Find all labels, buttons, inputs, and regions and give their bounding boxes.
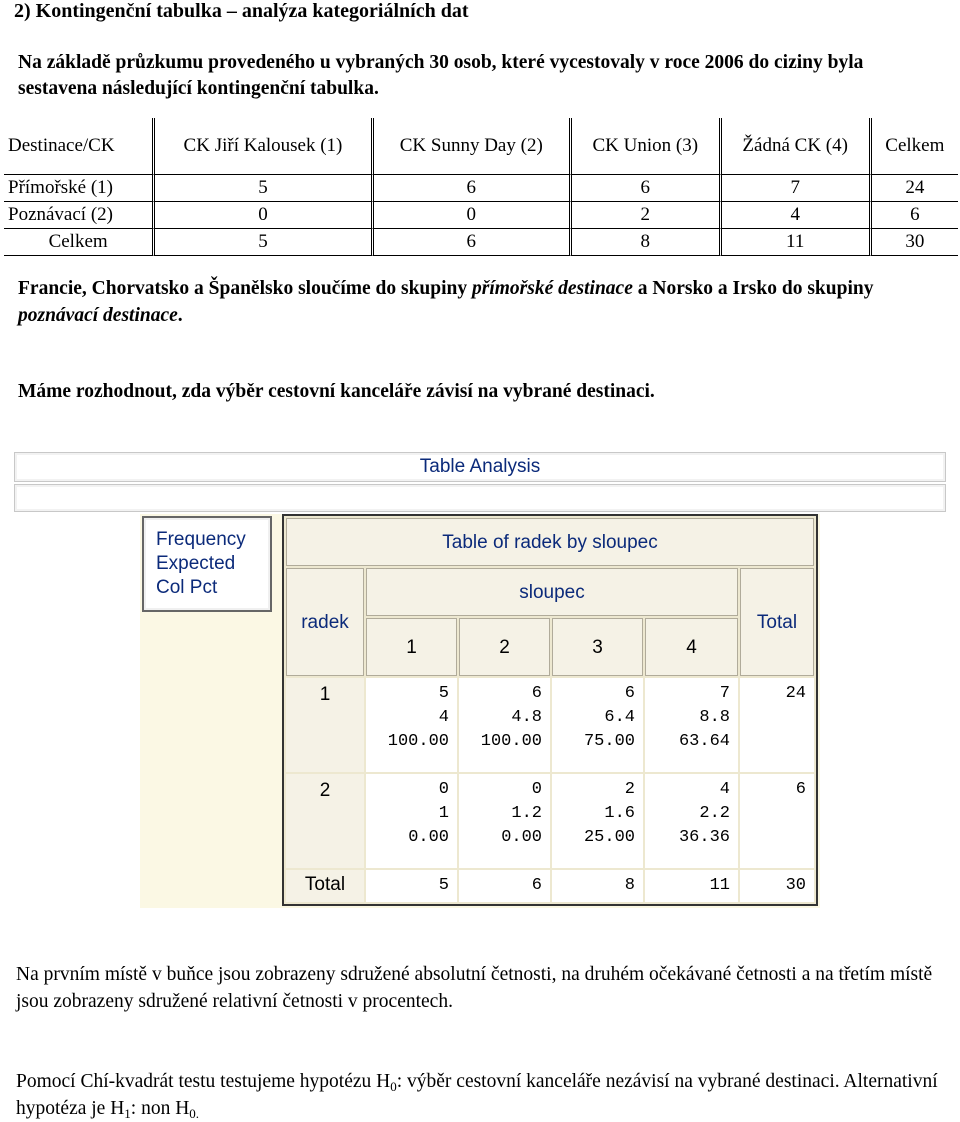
table-cell: 6 [374,229,572,256]
table-cell: 2 [572,202,722,229]
frequency-value: 0 [438,780,449,799]
crosstab-cell [552,678,643,772]
crosstab-cell [459,774,550,868]
subscript: 1 [124,1106,131,1121]
expected-value: 4 [438,708,449,727]
table-cell: 30 [872,229,958,256]
row-label: Poznávací (2) [4,202,155,229]
column-label: 3 [552,618,643,676]
row-total-cell [740,678,814,772]
col-pct-value: 36.36 [678,828,730,847]
column-variable-label: sloupec [366,568,738,616]
intro-paragraph: Na základě průzkumu provedeného u vybraných 30 osob, které vycestovaly v roce 2006 do ciziny byla sestavena následující kontingenční tabulka. [18,52,864,99]
merge-term: přímořské destinace [472,278,633,299]
column-total-cell: 11 [645,870,738,902]
hypothesis-paragraph [16,1068,946,1122]
crosstab-cell [459,678,550,772]
legend-item: Expected [156,553,236,574]
table-row [4,175,958,202]
col-pct-value: 63.64 [678,732,730,751]
table-cell: 5 [155,175,373,202]
header-cell: Žádná CK (4) [722,118,872,175]
frequency-value: 0 [531,780,542,799]
row-total-value: 6 [795,780,806,799]
crosstab-cell [366,678,457,772]
table-cell: 24 [872,175,958,202]
table-cell: 6 [872,202,958,229]
column-total-cell: 6 [459,870,550,902]
crosstab-title: Table of radek by sloupec [286,518,814,566]
col-pct-value: 25.00 [583,828,635,847]
expected-value: 8.8 [699,708,730,727]
header-cell: CK Sunny Day (2) [374,118,572,175]
table-cell: 8 [572,229,722,256]
column-total-cell: 8 [552,870,643,902]
subscript: 0. [189,1106,200,1121]
table-cell: 0 [155,202,373,229]
frequency-value: 6 [531,684,542,703]
section-heading: 2) Kontingenční tabulka – analýza kategoriálních dat [14,0,469,22]
expected-value: 1.2 [511,804,542,823]
table-analysis-title-box [14,452,946,482]
table-row [4,202,958,229]
table-cell: 6 [374,175,572,202]
col-pct-value: 100.00 [480,732,542,751]
merge-term: poznávací destinace [18,305,178,326]
row-total-cell [740,774,814,868]
cell-legend [142,516,272,612]
frequency-value: 4 [719,780,730,799]
header-cell: CK Union (3) [572,118,722,175]
col-pct-value: 0.00 [408,828,449,847]
legend-item: Col Pct [156,577,218,598]
frequency-value: 7 [719,684,730,703]
table-cell: 6 [572,175,722,202]
expected-value: 4.8 [511,708,542,727]
header-cell: Destinace/CK [4,118,155,175]
column-total-cell: 5 [366,870,457,902]
frequency-value: 6 [624,684,635,703]
hypothesis-text: : výběr cestovní kanceláře nezávisí na vybrané destinaci. Alternativní hypotéza je H [16,1071,938,1119]
total-column-header: Total [740,568,814,676]
row-label: 2 [286,774,364,868]
header-cell: CK Jiří Kalousek (1) [155,118,373,175]
merge-text: . [177,305,183,326]
row-total-value: 24 [785,684,806,703]
frequency-value: 2 [624,780,635,799]
grand-total-cell: 30 [740,870,814,902]
row-variable-label: radek [286,568,364,676]
hypothesis-text: : non H [130,1098,190,1119]
column-label: 2 [459,618,550,676]
frequency-value: 5 [438,684,449,703]
crosstab-cell [552,774,643,868]
table-cell: 0 [374,202,572,229]
column-label: 1 [366,618,457,676]
table-cell: 5 [155,229,373,256]
contingency-table [4,118,958,256]
table-cell: 4 [722,202,872,229]
expected-value: 2.2 [699,804,730,823]
table-analysis-title: Table Analysis [419,456,541,477]
crosstab-cell [645,774,738,868]
row-label: Přímořské (1) [4,175,155,202]
hypothesis-text: Pomocí Chí-kvadrát testu testujeme hypotézu H [16,1071,391,1092]
total-row-label: Total [286,870,364,902]
merge-text: Francie, Chorvatsko a Španělsko sloučíme do skupiny [18,278,472,299]
question-paragraph: Máme rozhodnout, zda výběr cestovní kanceláře závisí na vybrané destinaci. [18,381,655,402]
legend-item: Frequency [156,529,246,550]
col-pct-value: 75.00 [583,732,635,751]
explanation-paragraph: Na prvním místě v buňce jsou zobrazeny sdružené absolutní četnosti, na druhém očekávané četnosti a na třetím místě jsou zobrazeny sdružené relativní četnosti v procentech. [16,964,933,1012]
table-row [4,229,958,256]
expected-value: 1 [438,804,449,823]
row-label: 1 [286,678,364,772]
column-label: 4 [645,618,738,676]
table-cell: 7 [722,175,872,202]
header-cell: Celkem [872,118,958,175]
table-analysis-empty-row [14,484,946,512]
sas-crosstab [282,514,818,906]
expected-value: 6.4 [604,708,635,727]
crosstab-cell [366,774,457,868]
merge-text: a Norsko a Irsko do skupiny [632,278,874,299]
crosstab-cell [645,678,738,772]
col-pct-value: 100.00 [387,732,449,751]
table-cell: 11 [722,229,872,256]
expected-value: 1.6 [604,804,635,823]
col-pct-value: 0.00 [501,828,542,847]
merge-paragraph [18,275,938,329]
row-label: Celkem [4,229,155,256]
subscript: 0 [390,1079,397,1094]
contingency-header-row [4,118,958,175]
